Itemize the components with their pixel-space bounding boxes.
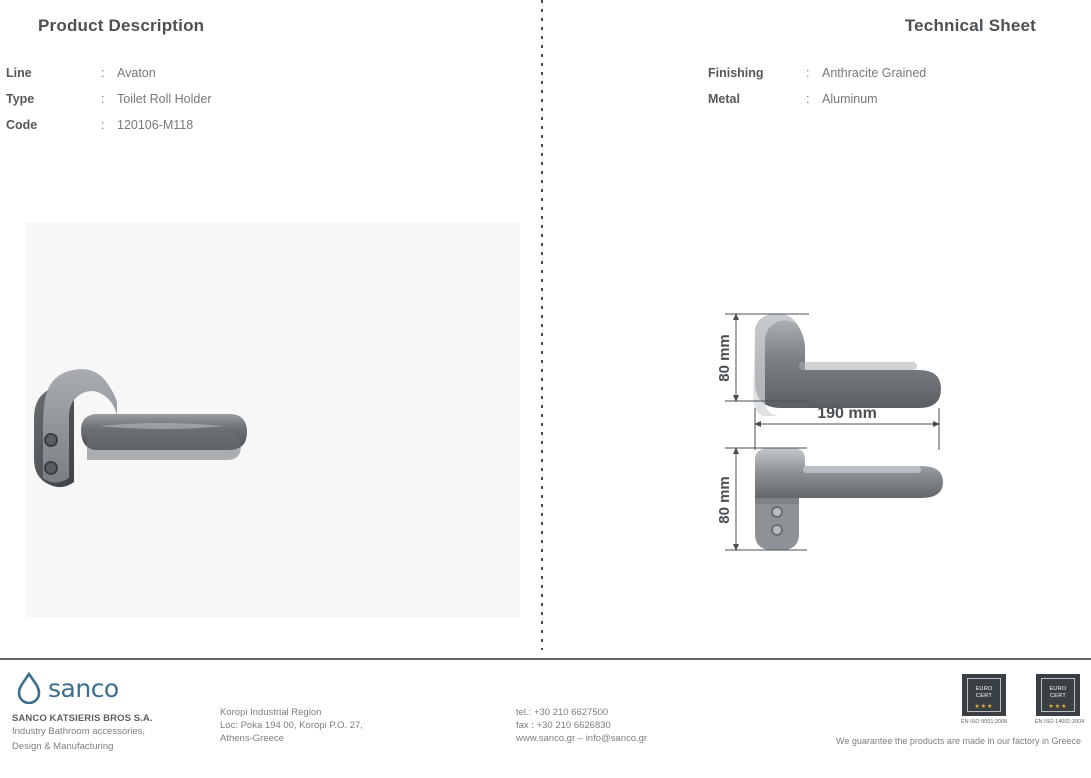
product-photo-image — [25, 222, 520, 617]
product-photo — [25, 222, 520, 617]
cert-iso-9001 — [961, 674, 1007, 725]
contact-fax: fax : +30 210 6626830 — [516, 720, 611, 731]
cert-badge-line1: EURO — [975, 686, 993, 692]
company-contact — [516, 706, 647, 745]
cert-stars: ★★★ — [1048, 704, 1068, 710]
footer — [0, 660, 1091, 778]
water-drop-icon — [16, 672, 42, 704]
spec-value-code: 120106-M118 — [117, 118, 194, 132]
certification-badges — [961, 674, 1085, 725]
cert-stars: ★★★ — [974, 704, 994, 710]
spec-key-metal: Metal — [708, 92, 740, 106]
logo-row — [16, 672, 212, 704]
spec-value-type: Toilet Roll Holder — [117, 92, 212, 106]
spec-value-metal: Aluminum — [822, 92, 878, 106]
front-view — [755, 448, 943, 550]
spec-key-type: Type — [6, 92, 35, 106]
table-row — [6, 118, 211, 144]
spec-key-code: Code — [6, 118, 38, 132]
technical-sheet-table — [708, 66, 926, 118]
eurocert-badge-icon — [1036, 674, 1080, 716]
company-address — [220, 706, 363, 745]
company-name: SANCO KATSIERIS BROS S.A. — [12, 713, 153, 724]
cert-badge-line1: EURO — [1049, 686, 1067, 692]
table-row — [6, 92, 211, 118]
address-line-2: Loc: Poka 194 00, Koropi P.O. 27, — [220, 720, 363, 731]
spec-colon: : — [101, 92, 105, 106]
cert-badge-line2: CERT — [975, 693, 993, 699]
spec-colon: : — [806, 66, 810, 80]
spec-colon: : — [806, 92, 810, 106]
cert-iso-14001 — [1035, 674, 1085, 725]
cert-badge-line2: CERT — [1049, 693, 1067, 699]
cert-caption-9001: EN ISO 9001:2008 — [961, 719, 1008, 725]
guarantee-text: We guarantee the products are made in our factory in Greece — [836, 736, 1081, 746]
technical-drawing — [703, 300, 1083, 590]
page-title-technical-sheet: Technical Sheet — [904, 16, 1036, 35]
company-logo-block — [12, 672, 212, 754]
product-description-table — [6, 66, 211, 144]
technical-drawing-image — [703, 300, 1083, 590]
table-row — [6, 66, 211, 92]
spec-value-finishing: Anthracite Grained — [822, 66, 927, 80]
spec-value-line: Avaton — [117, 66, 156, 80]
address-line-1: Koropi Industrial Region — [220, 707, 322, 718]
contact-tel: tel.: +30 210 6627500 — [516, 707, 609, 718]
dimension-label-height-front: 80 mm — [716, 476, 733, 524]
address-line-3: Athens-Greece — [220, 733, 284, 744]
eurocert-badge-icon — [962, 674, 1006, 716]
contact-web[interactable]: www.sanco.gr – info@sanco.gr — [516, 733, 648, 744]
logo-text: sanco — [48, 673, 119, 703]
table-row — [708, 92, 926, 118]
spec-colon: : — [101, 66, 105, 80]
company-sub-line2: Design & Manufacturing — [12, 741, 114, 752]
spec-key-finishing: Finishing — [708, 66, 764, 80]
dimension-label-width: 190 mm — [817, 405, 877, 422]
company-sub-line1: Industry Bathroom accessories, — [12, 726, 146, 737]
product-description-panel — [0, 0, 541, 650]
table-row — [708, 66, 926, 92]
spec-key-line: Line — [6, 66, 32, 80]
cert-caption-14001: EN ISO 14001:2004 — [1035, 719, 1085, 725]
technical-sheet-panel — [543, 0, 1091, 650]
dimension-label-height-side: 80 mm — [716, 334, 733, 382]
spec-colon: : — [101, 118, 105, 132]
page-title-product-description: Product Description — [38, 16, 205, 35]
